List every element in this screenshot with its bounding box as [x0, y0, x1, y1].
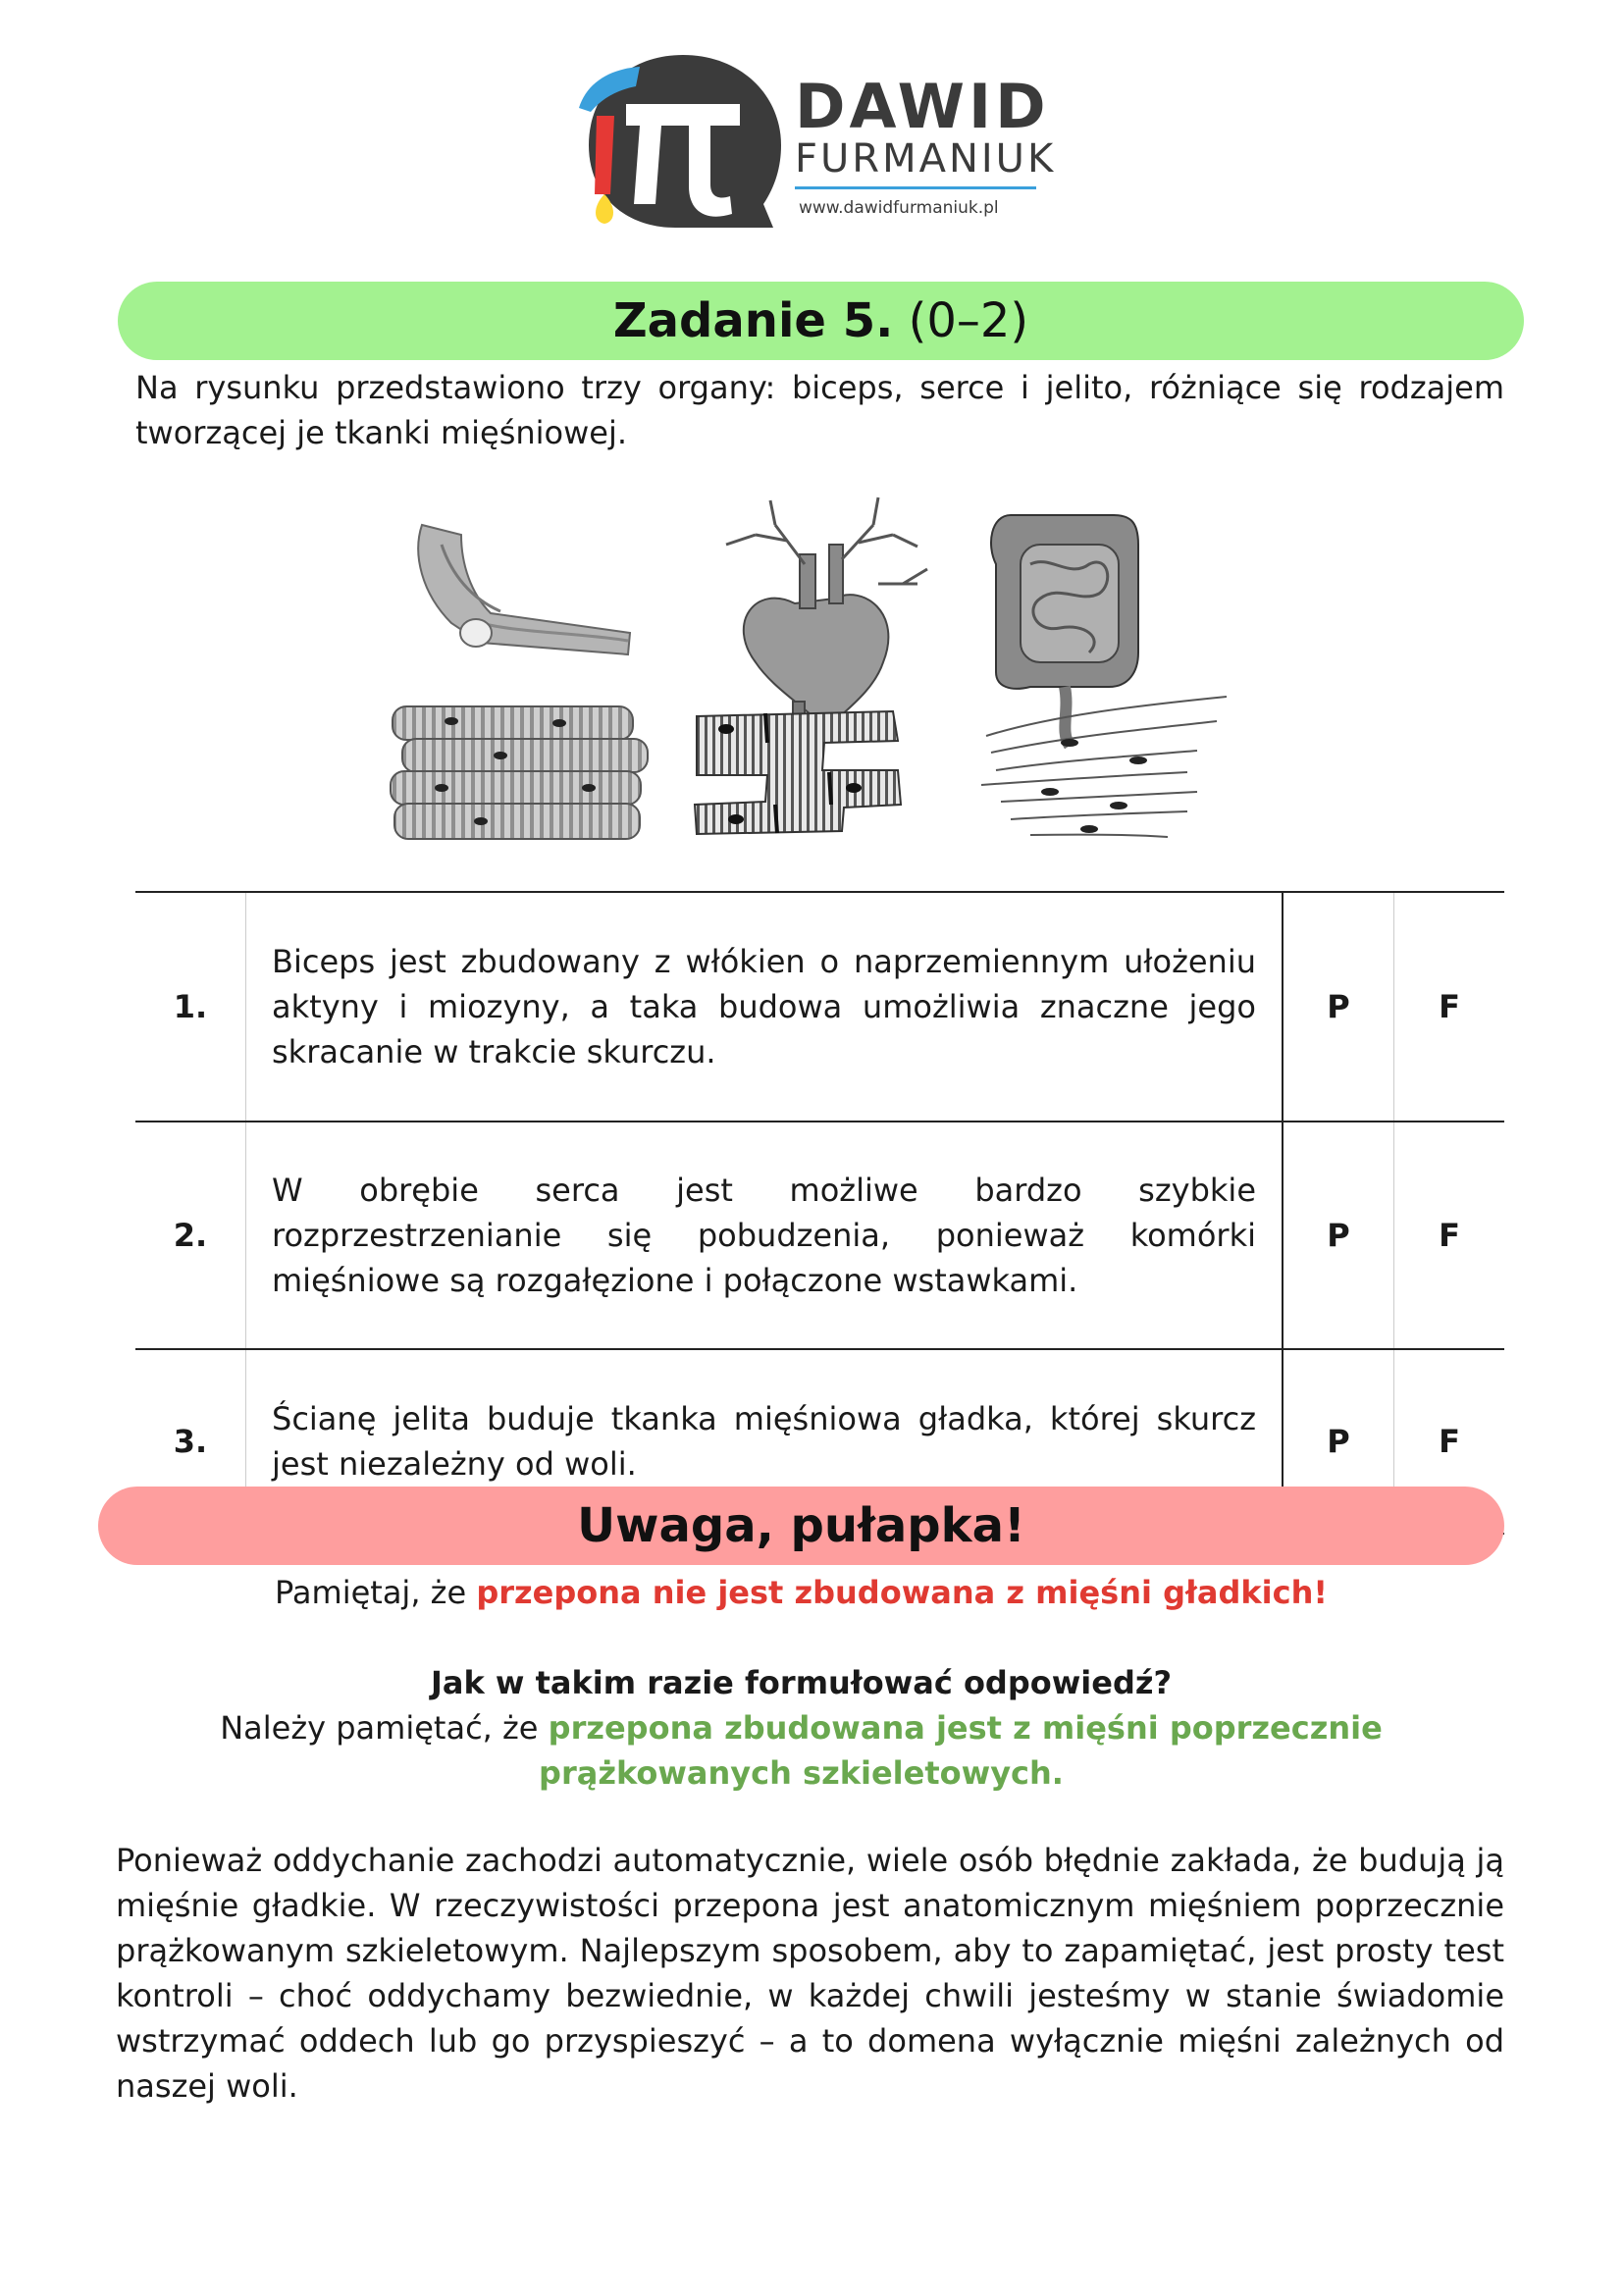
true-false-table	[135, 891, 1504, 1535]
task-title: Zadanie 5.	[612, 293, 894, 348]
answer-highlight: przepona zbudowana jest z mięśni poprzecznie prążkowanych szkieletowych.	[539, 1709, 1383, 1792]
explanation-paragraph: Ponieważ oddychanie zachodzi automatycznie, wiele osób błędnie zakłada, że budują ją mięśnie gładkie. W rzeczywistości przepona jest anatomicznym mięśniem poprzecznie prążkowanym szkieletowym. Najlepszym sposobem, aby to zapamiętać, jest prosty test kontroli – choć oddychamy bezwiednie, w każdej chwili jesteśmy w stanie świadomie wstrzymać oddech lub go przyspieszyć – a to domena wyłącznie mięśni zależnych od naszej woli.	[116, 1842, 1504, 2105]
task-points: (0–2)	[908, 293, 1029, 348]
logo	[567, 47, 1057, 234]
heart-illustration	[726, 497, 927, 741]
task-banner	[118, 282, 1524, 360]
muscle-figures	[383, 486, 1256, 854]
statement-text: Ścianę jelita buduje tkanka mięśniowa gładka, której skurcz jest niezależny od woli.	[246, 1349, 1283, 1534]
statement-number: 2.	[135, 1122, 246, 1349]
pi-logo-icon	[567, 47, 793, 234]
logo-url: www.dawidfurmaniuk.pl	[799, 198, 999, 218]
task-intro: Na rysunku przedstawiono trzy organy: biceps, serce i jelito, różniące się rodzajem tworzącej je tkanki mięśniowej.	[135, 369, 1504, 451]
reminder-highlight: przepona nie jest zbudowana z mięśni gładkich!	[476, 1574, 1328, 1611]
skeletal-muscle-tissue	[391, 706, 648, 839]
answer-true-option[interactable]: P	[1283, 892, 1394, 1122]
table-row	[135, 892, 1504, 1122]
table-row	[135, 1122, 1504, 1349]
intestine-illustration	[991, 515, 1138, 746]
answer-false-option[interactable]: F	[1394, 892, 1505, 1122]
statement-number: 3.	[135, 1349, 246, 1534]
answer-true-option[interactable]: P	[1283, 1122, 1394, 1349]
warning-answer	[98, 1705, 1504, 1796]
warning-banner: Uwaga, pułapka!	[98, 1487, 1504, 1565]
cardiac-muscle-tissue	[695, 711, 901, 834]
answer-true-option[interactable]: P	[1283, 1349, 1394, 1534]
warning-question: Jak w takim razie formułować odpowiedź?	[430, 1664, 1173, 1701]
answer-false-option[interactable]: F	[1394, 1122, 1505, 1349]
warning-reminder	[98, 1570, 1504, 1615]
smooth-muscle-tissue	[981, 697, 1227, 837]
statement-text: Biceps jest zbudowany z włókien o naprzemiennym ułożeniu aktyny i miozyny, a taka budowa umożliwia znaczne jego skracanie w trakcie skurczu.	[246, 892, 1283, 1122]
logo-name-first: DAWID	[795, 71, 1050, 142]
logo-name-last: FURMANIUK	[795, 136, 1057, 182]
answer-false-option[interactable]: F	[1394, 1349, 1505, 1534]
answer-prefix: Należy pamiętać, że	[220, 1709, 549, 1747]
statement-number: 1.	[135, 892, 246, 1122]
logo-divider	[795, 186, 1036, 189]
statement-text: W obrębie serca jest możliwe bardzo szybkie rozprzestrzenianie się pobudzenia, ponieważ komórki mięśniowe są rozgałęzione i połączone wstawkami.	[246, 1122, 1283, 1349]
biceps-illustration	[418, 525, 630, 654]
reminder-prefix: Pamiętaj, że	[275, 1574, 477, 1611]
